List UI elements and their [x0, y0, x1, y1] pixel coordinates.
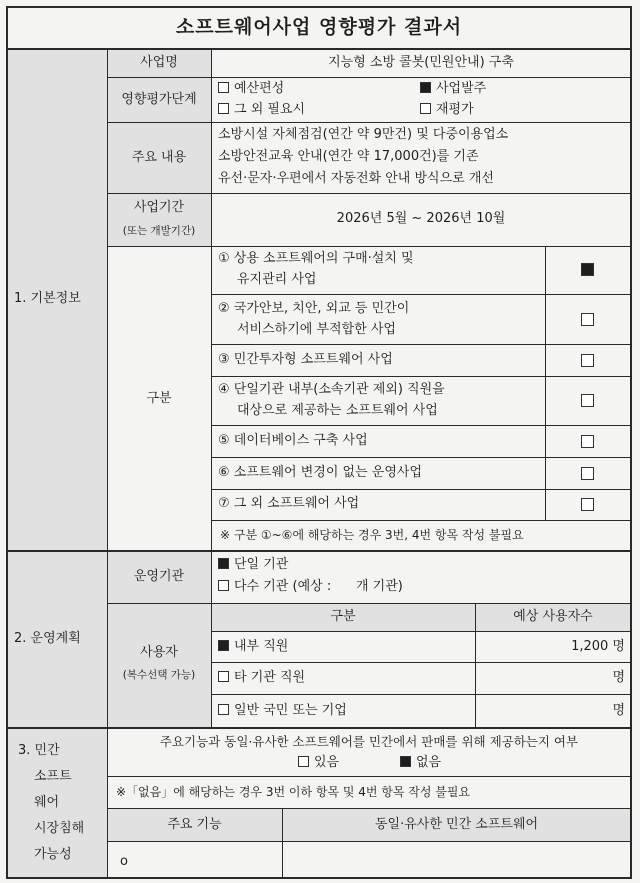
category-note: ※ 구분 ①~⑥에 해당하는 경우 3번, 4번 항목 작성 불필요 [220, 528, 524, 542]
category-label: 구분 [146, 391, 172, 406]
category-item-4-cont: 대상으로 제공하는 소프트웨어 사업 [237, 403, 438, 418]
market-col-similar: 동일·유사한 민간 소프트웨어 [374, 817, 539, 832]
category-item-1: ① 상용 소프트웨어의 구매·설치 및 [218, 251, 414, 266]
period-value: 2026년 5월 ~ 2026년 10월 [336, 211, 506, 226]
users-row-internal[interactable]: 내부 직원 [218, 638, 288, 656]
market-option-no[interactable]: 없음 [400, 754, 441, 772]
market-row-marker: o [120, 854, 128, 869]
category-checkbox-2[interactable] [581, 313, 594, 326]
category-item-7: ⑦ 그 외 소프트웨어 사업 [218, 496, 360, 511]
section-private-line2: 소프트 [34, 769, 72, 784]
section-operation-plan: 2. 운영계획 [14, 631, 81, 646]
category-checkbox-5[interactable] [581, 435, 594, 448]
section-private-line1: 3. 민간 [18, 743, 60, 758]
category-item-6: ⑥ 소프트웨어 변경이 없는 운영사업 [218, 465, 422, 480]
section-basic-info: 1. 기본정보 [14, 291, 81, 306]
checkbox-no-checked[interactable] [400, 756, 411, 767]
content-line-1: 소방시설 자체점검(연간 약 9만건) 및 다중이용업소 [218, 127, 509, 142]
category-item-3: ③ 민간투자형 소프트웨어 사업 [218, 352, 393, 367]
category-checkbox-1-checked[interactable] [581, 263, 594, 276]
users-col-count: 예상 사용자수 [513, 609, 593, 624]
users-row-public[interactable]: 일반 국민 또는 기업 [218, 702, 347, 720]
checkbox-order-checked[interactable] [420, 82, 431, 93]
users-count-internal: 1,200 명 [571, 639, 625, 654]
category-item-2-cont: 서비스하기에 부적합한 사업 [237, 322, 396, 337]
users-col-type: 구분 [330, 609, 356, 624]
category-checkbox-3[interactable] [581, 354, 594, 367]
stage-option-order[interactable]: 사업발주 [420, 80, 486, 98]
period-sublabel: (또는 개발기간) [122, 225, 196, 237]
market-question: 주요기능과 동일·유사한 소프트웨어를 민간에서 판매를 위해 제공하는지 여부 [159, 734, 579, 749]
checkbox-budget[interactable] [218, 82, 229, 93]
category-item-2: ② 국가안보, 치안, 외교 등 민간이 [218, 301, 410, 316]
users-row-other-agency[interactable]: 타 기관 직원 [218, 669, 305, 687]
stage-option-reassess[interactable]: 재평가 [420, 101, 474, 119]
checkbox-other[interactable] [218, 103, 229, 114]
section-private-line4: 시장침해 [34, 821, 85, 836]
market-col-function: 주요 기능 [167, 817, 222, 832]
category-checkbox-6[interactable] [581, 467, 594, 480]
checkbox-multi[interactable] [218, 580, 229, 591]
category-item-1-cont: 유지관리 사업 [237, 272, 317, 287]
category-item-5: ⑤ 데이터베이스 구축 사업 [218, 433, 368, 448]
project-name-value: 지능형 소방 콜봇(민원안내) 구축 [328, 55, 514, 70]
checkbox-reassess[interactable] [420, 103, 431, 114]
users-count-public: 명 [612, 703, 625, 718]
section-private-line5: 가능성 [34, 847, 72, 862]
users-sublabel: (복수선택 가능) [122, 669, 196, 681]
users-label: 사용자 [140, 645, 178, 660]
period-label: 사업기간 [133, 200, 185, 215]
content-line-2: 소방안전교육 안내(연간 약 17,000건)를 기존 [218, 149, 479, 164]
section-private-line3: 웨어 [34, 795, 60, 810]
checkbox-yes[interactable] [298, 756, 309, 767]
category-item-4: ④ 단일기관 내부(소속기관 제외) 직원을 [218, 382, 445, 397]
users-count-other-agency: 명 [612, 670, 625, 685]
stage-option-budget[interactable]: 예산편성 [218, 80, 284, 98]
checkbox-single-checked[interactable] [218, 558, 229, 569]
market-note: ※「없음」에 해당하는 경우 3번 이하 항목 및 4번 항목 작성 불필요 [116, 785, 471, 799]
operator-multi[interactable]: 다수 기관 (예상 : 개 기관) [218, 578, 403, 596]
form-title: 소프트웨어사업 영향평가 결과서 [175, 16, 463, 38]
stage-option-other[interactable]: 그 외 필요시 [218, 101, 305, 119]
category-checkbox-4[interactable] [581, 394, 594, 407]
operator-single[interactable]: 단일 기관 [218, 556, 288, 574]
market-option-yes[interactable]: 있음 [298, 754, 339, 772]
checkbox-internal-checked[interactable] [218, 640, 229, 651]
category-checkbox-7[interactable] [581, 498, 594, 511]
content-line-3: 유선·문자·우편에서 자동전화 안내 방식으로 개선 [218, 171, 494, 186]
stage-label: 영향평가단계 [121, 92, 197, 107]
project-name-label: 사업명 [140, 55, 178, 70]
operator-label: 운영기관 [133, 569, 185, 584]
checkbox-other-agency[interactable] [218, 671, 229, 682]
content-label: 주요 내용 [131, 150, 187, 165]
checkbox-public[interactable] [218, 704, 229, 715]
